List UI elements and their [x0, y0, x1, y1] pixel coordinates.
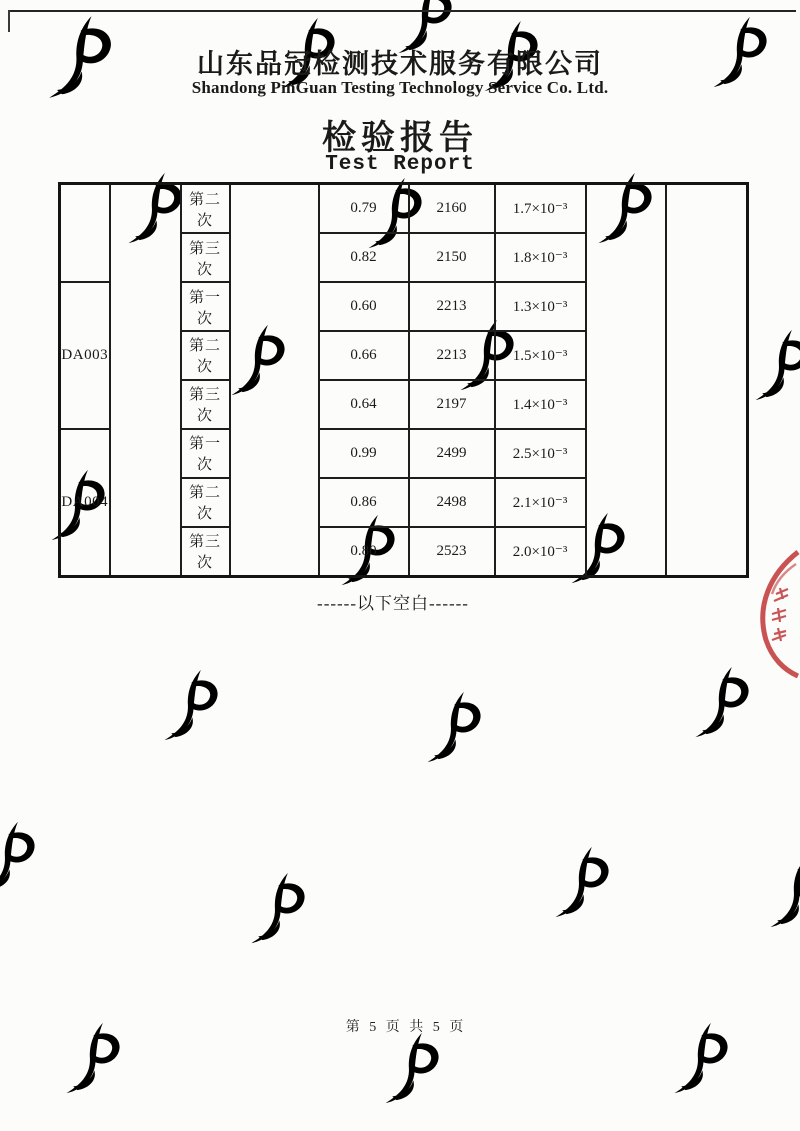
value-cell: 2.0×10⁻³	[495, 527, 586, 577]
value-cell: 0.80	[319, 527, 409, 577]
sample-id-cell: DA003	[60, 282, 110, 429]
value-cell: 1.4×10⁻³	[495, 380, 586, 429]
pinguan-leaf-logo-watermark	[551, 845, 613, 919]
value-cell: 0.99	[319, 429, 409, 478]
empty-cell	[230, 184, 319, 577]
value-cell: 0.86	[319, 478, 409, 527]
value-cell: 1.8×10⁻³	[495, 233, 586, 282]
value-cell: 2150	[409, 233, 495, 282]
trial-cell: 第一次	[181, 282, 230, 331]
company-name-cn: 山东品冠检测技术服务有限公司	[197, 49, 603, 79]
table-row	[60, 184, 748, 234]
sample-id-cell	[60, 184, 110, 283]
value-cell: 2498	[409, 478, 495, 527]
value-cell: 1.3×10⁻³	[495, 282, 586, 331]
sample-id-cell: DA004	[60, 429, 110, 577]
value-cell: 2.5×10⁻³	[495, 429, 586, 478]
pinguan-leaf-logo-watermark	[766, 855, 800, 929]
pinguan-leaf-logo-watermark	[0, 820, 39, 894]
value-cell: 2.1×10⁻³	[495, 478, 586, 527]
value-cell: 2160	[409, 184, 495, 234]
value-cell: 0.60	[319, 282, 409, 331]
pinguan-leaf-logo-watermark	[691, 665, 753, 739]
trial-cell: 第二次	[181, 331, 230, 380]
seal-character-marks	[772, 588, 788, 641]
value-cell: 2499	[409, 429, 495, 478]
trial-cell: 第一次	[181, 429, 230, 478]
empty-cell	[586, 184, 666, 577]
trial-cell: 第二次	[181, 184, 230, 234]
value-cell: 0.66	[319, 331, 409, 380]
value-cell: 2213	[409, 282, 495, 331]
page-scan-edge-line	[8, 10, 796, 12]
page-scan-edge-corner	[8, 10, 10, 32]
value-cell: 1.7×10⁻³	[495, 184, 586, 234]
report-title-cn: 检验报告	[322, 120, 478, 157]
company-name-en: Shandong PinGuan Testing Technology Service Co. Ltd.	[191, 78, 609, 97]
report-title-en: Test Report	[325, 153, 475, 176]
end-of-data-note: ------以下空白------	[317, 594, 469, 613]
value-cell: 0.79	[319, 184, 409, 234]
value-cell: 2213	[409, 331, 495, 380]
pinguan-leaf-logo-watermark	[160, 668, 222, 742]
test-results-table	[58, 182, 749, 578]
value-cell: 2197	[409, 380, 495, 429]
trial-cell: 第三次	[181, 380, 230, 429]
trial-cell: 第二次	[181, 478, 230, 527]
trial-cell: 第三次	[181, 527, 230, 577]
value-cell: 0.64	[319, 380, 409, 429]
empty-cell	[666, 184, 748, 577]
pinguan-leaf-logo-watermark	[751, 328, 800, 402]
value-cell: 2523	[409, 527, 495, 577]
value-cell: 1.5×10⁻³	[495, 331, 586, 380]
trial-cell: 第三次	[181, 233, 230, 282]
red-seal-stamp	[746, 548, 800, 678]
pinguan-leaf-logo-watermark	[381, 1031, 443, 1105]
page-number: 第 5 页 共 5 页	[345, 1020, 467, 1035]
empty-cell	[110, 184, 181, 577]
value-cell: 0.82	[319, 233, 409, 282]
pinguan-leaf-logo-watermark	[423, 690, 485, 764]
pinguan-leaf-logo-watermark	[247, 871, 309, 945]
